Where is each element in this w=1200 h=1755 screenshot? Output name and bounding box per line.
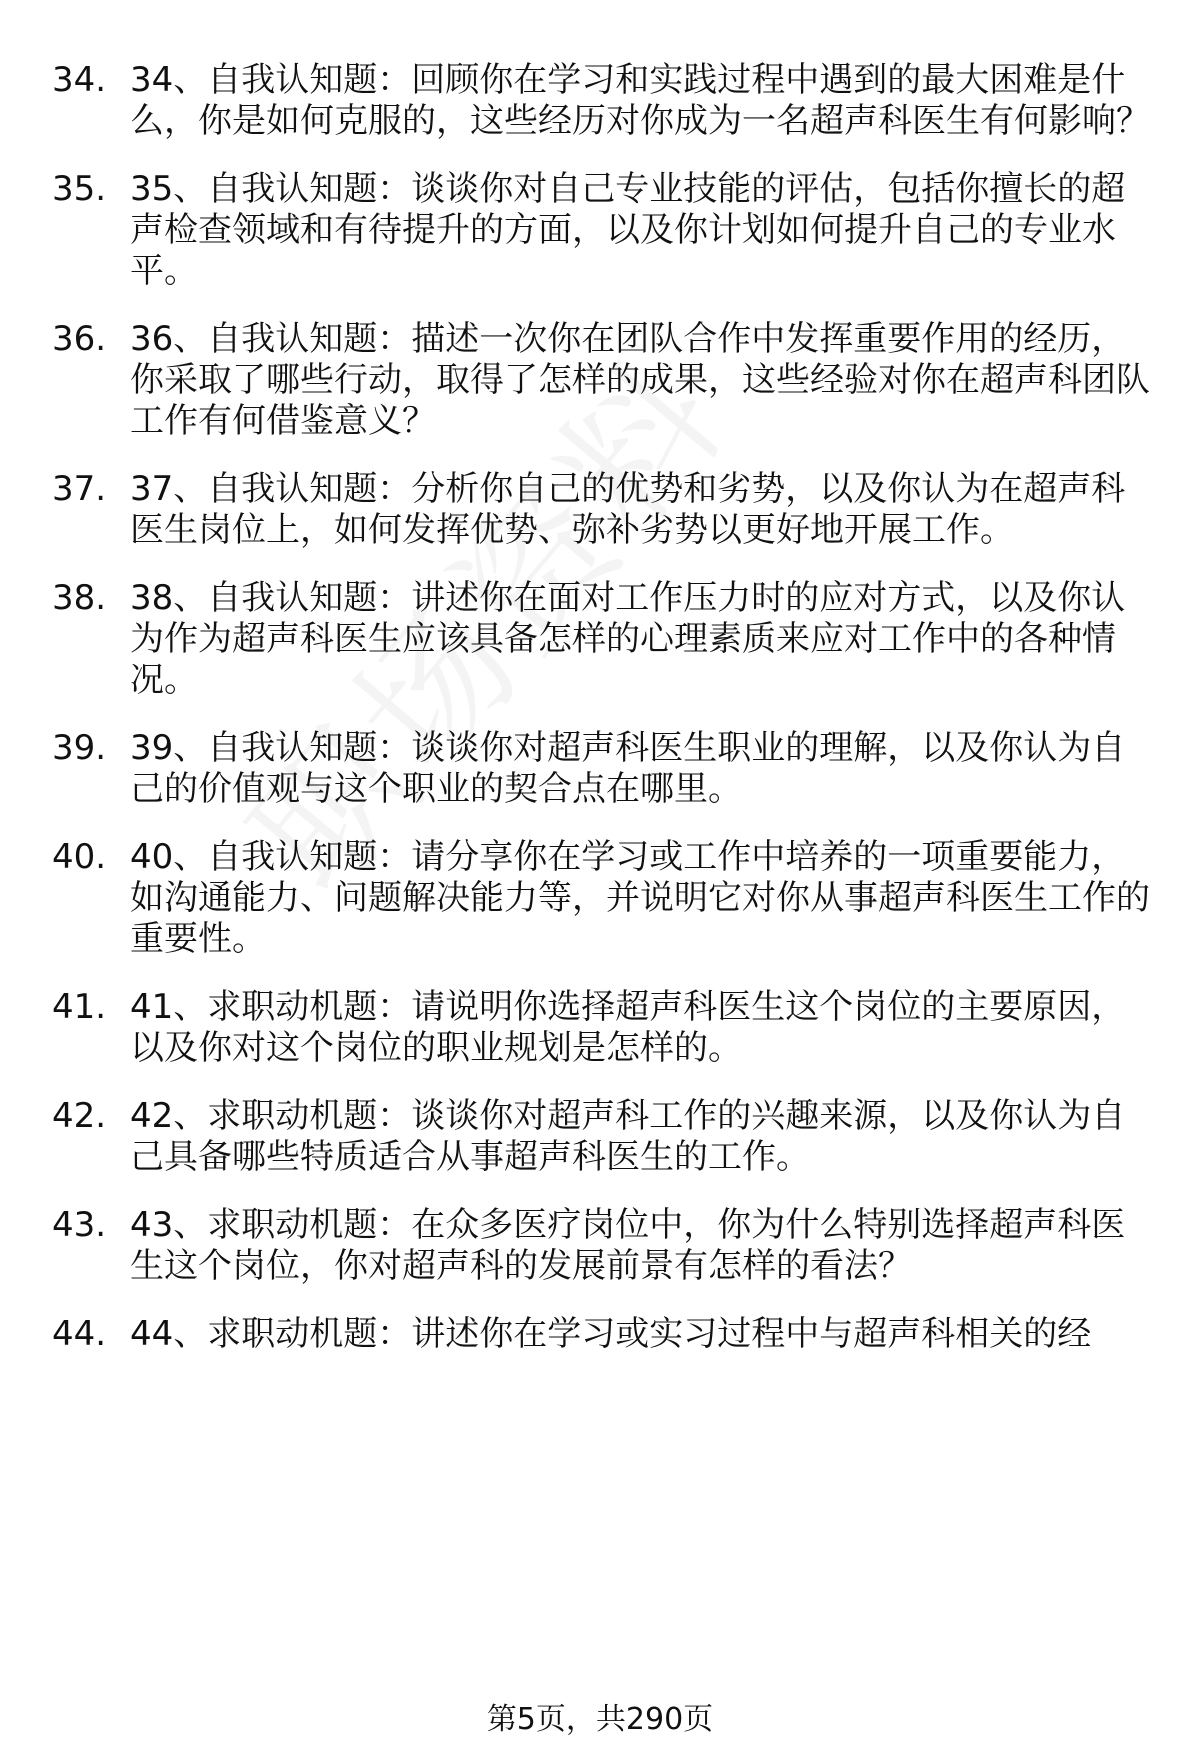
- list-item: [52, 60, 1152, 142]
- item-number: 44.: [52, 1314, 107, 1354]
- item-text: 40、自我认知题：请分享你在学习或工作中培养的一项重要能力，如沟通能力、问题解决能力等，并说明它对你从事超声科医生工作的重要性。: [130, 837, 1150, 959]
- item-number: 35.: [52, 169, 107, 209]
- item-number: 37.: [52, 469, 107, 509]
- item-text: 38、自我认知题：讲述你在面对工作压力时的应对方式，以及你认为作为超声科医生应该具备怎样的心理素质来应对工作中的各种情况。: [130, 578, 1126, 700]
- item-number: 43.: [52, 1205, 107, 1245]
- item-text: 41、求职动机题：请说明你选择超声科医生这个岗位的主要原因，以及你对这个岗位的职业规划是怎样的。: [130, 987, 1126, 1068]
- item-number: 39.: [52, 728, 107, 768]
- item-number: 40.: [52, 837, 107, 877]
- list-item: [52, 469, 1152, 551]
- list-item: [52, 987, 1152, 1069]
- page-footer: 第5页，共290页: [486, 1702, 714, 1737]
- list-item: [52, 578, 1152, 701]
- item-text: 35、自我认知题：谈谈你对自己专业技能的评估，包括你擅长的超声检查领域和有待提升的方面，以及你计划如何提升自己的专业水平。: [130, 169, 1126, 291]
- list-item: [52, 319, 1152, 442]
- list-item: [52, 1096, 1152, 1178]
- item-text: 36、自我认知题：描述一次你在团队合作中发挥重要作用的经历，你采取了哪些行动，取得了怎样的成果，这些经验对你在超声科团队工作有何借鉴意义？: [130, 319, 1150, 441]
- list-item: [52, 837, 1152, 960]
- item-number: 36.: [52, 319, 107, 359]
- item-number: 38.: [52, 578, 107, 618]
- item-text: 39、自我认知题：谈谈你对超声科医生职业的理解，以及你认为自己的价值观与这个职业的契合点在哪里。: [130, 728, 1126, 809]
- list-item: [52, 169, 1152, 292]
- item-text: 44、求职动机题：讲述你在学习或实习过程中与超声科相关的经: [130, 1314, 1092, 1354]
- list-item: [52, 728, 1152, 810]
- question-list: [52, 60, 1152, 1355]
- item-number: 34.: [52, 60, 107, 100]
- item-number: 41.: [52, 987, 107, 1027]
- list-item: [52, 1314, 1152, 1355]
- item-text: 34、自我认知题：回顾你在学习和实践过程中遇到的最大困难是什么，你是如何克服的，这些经历对你成为一名超声科医生有何影响？: [130, 60, 1150, 141]
- item-text: 43、求职动机题：在众多医疗岗位中，你为什么特别选择超声科医生这个岗位，你对超声科的发展前景有怎样的看法？: [130, 1205, 1126, 1286]
- list-item: [52, 1205, 1152, 1287]
- item-number: 42.: [52, 1096, 107, 1136]
- item-text: 42、求职动机题：谈谈你对超声科工作的兴趣来源，以及你认为自己具备哪些特质适合从事超声科医生的工作。: [130, 1096, 1126, 1177]
- item-text: 37、自我认知题：分析你自己的优势和劣势，以及你认为在超声科医生岗位上，如何发挥优势、弥补劣势以更好地开展工作。: [130, 469, 1126, 550]
